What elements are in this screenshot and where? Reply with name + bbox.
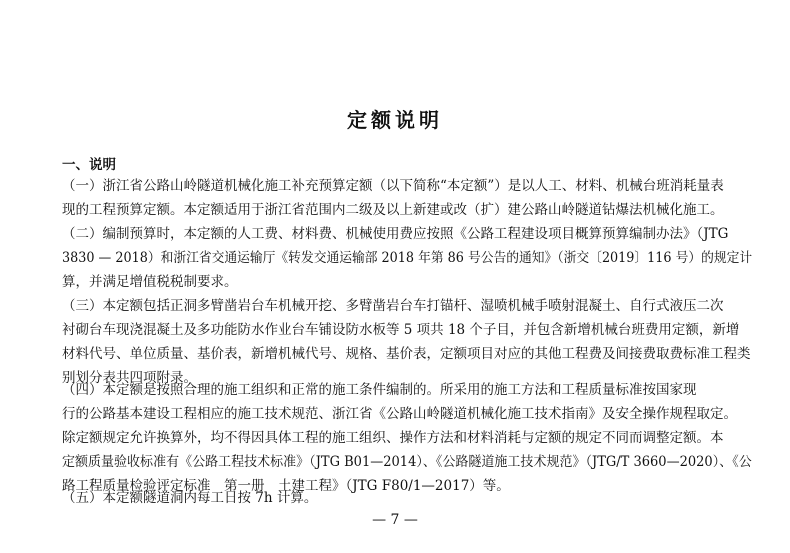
paragraph-4 — [62, 378, 752, 498]
paragraph-line: 别划分表共四项附录。 — [62, 370, 197, 386]
paragraph-line: 定额质量验收标准有《公路工程技术标准》（JTG B01—2014）、《公路隧道施工技术规范》（JTG/T 3660—2020）、《公 — [62, 454, 752, 470]
paragraph-line: 行的公路基本建设工程相应的施工技术规范、浙江省《公路山岭隧道机械化施工技术指南》及安全操作规程取定。 — [62, 406, 737, 422]
paragraph-line: （三）本定额包括正洞多臂凿岩台车机械开挖、多臂凿岩台车打锚杆、湿喷机械手喷射混凝土、自行式液压二次 — [62, 298, 724, 314]
page-number: — 7 — — [372, 512, 418, 528]
paragraph-5 — [62, 486, 748, 510]
paragraph-1 — [62, 174, 748, 222]
paragraph-line: （一）浙江省公路山岭隧道机械化施工补充预算定额（以下简称“本定额”）是以人工、材料、机械台班消耗量表 — [62, 178, 724, 194]
paragraph-line: 除定额规定允许换算外，均不得因具体工程的施工组织、操作方法和材料消耗与定额的规定不同而调整定额。本 — [62, 430, 724, 446]
paragraph-3 — [62, 294, 751, 390]
paragraph-line: （五）本定额隧道洞内每工日按 7h 计算。 — [62, 490, 318, 506]
paragraph-line: （二）编制预算时，本定额的人工费、材料费、机械使用费应按照《公路工程建设项目概算预算编制办法》（JTG — [62, 226, 729, 242]
paragraph-line: 算，并满足增值税税制要求。 — [62, 274, 238, 290]
paragraph-line: 衬砌台车现浇混凝土及多功能防水作业台车铺设防水板等 5 项共 18 个子目，并包含新增机械台班费用定额，新增 — [62, 322, 740, 338]
paragraph-2 — [62, 222, 753, 294]
section-heading: 一、说明 — [62, 157, 116, 173]
paragraph-line: 3830 — 2018）和浙江省交通运输厅《转发交通运输部 2018 年第 86 号公告的通知》（浙交〔2019〕116 号）的规定计 — [62, 250, 753, 266]
page-title: 定额说明 — [347, 108, 443, 132]
paragraph-line: 现的工程预算定额。本定额适用于浙江省范围内二级及以上新建或改（扩）建公路山岭隧道钻爆法机械化施工。 — [62, 202, 724, 218]
paragraph-line: （四）本定额是按照合理的施工组织和正常的施工条件编制的。所采用的施工方法和工程质量标准按国家现 — [62, 382, 697, 398]
paragraph-line: 路工程质量检验评定标准 第一册 土建工程》（JTG F80/1—2017）等。 — [62, 478, 510, 494]
paragraph-line: 材料代号、单位质量、基价表，新增机械代号、规格、基价表，定额项目对应的其他工程费及间接费取费标准工程类 — [62, 346, 751, 362]
